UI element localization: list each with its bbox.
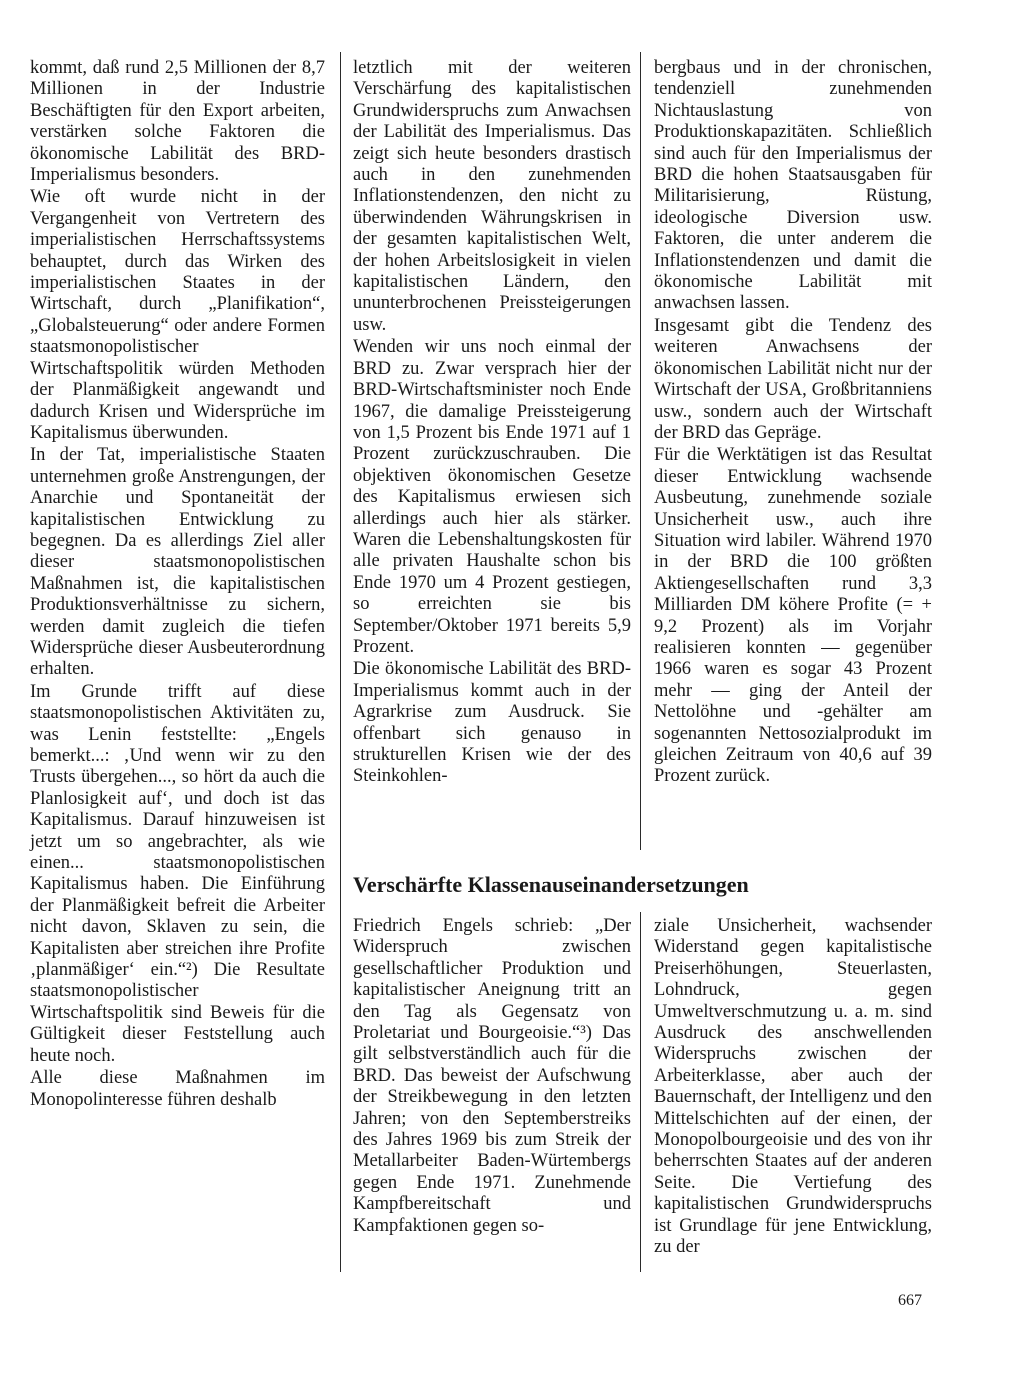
paragraph: Alle diese Maßnahmen im Monopolinteresse führen deshalb (30, 1068, 325, 1110)
paragraph: Friedrich Engels schrieb: „Der Widerspruch zwischen gesellschaftlicher Produktion und kapitalistischer Aneignung tritt an den Tag als Gegensatz von Proletariat und Bourgeoisie.“³) Das gilt selbstverständlich auch für die BRD. Das beweist der Aufschwung der Streikbewegung in den letzten Jahren; von den Septemberstreiks des Jahres 1969 bis zum Streik der Metallarbeiter Baden-Würtembergs gegen Ende 1971. Zunehmende Kampfbereitschaft und Kampfaktionen gegen so- (353, 916, 631, 1236)
text-column-5 (654, 916, 932, 1260)
paragraph: In der Tat, imperialistische Staaten unternehmen große Anstrengungen, der Anarchie und Spontaneität der kapitalistischen Entwicklung zu begegnen. Da es allerdings Ziel aller dieser staatsmonopolistischen Maßnahmen ist, die kapitalistischen Produktionsverhältnisse zu sichern, werden damit zugleich die tiefen Widersprüche dieser Ausbeuterordnung erhalten. (30, 445, 325, 680)
paragraph: Im Grunde trifft auf diese staatsmonopolistischen Aktivitäten zu, was Lenin feststellte: „Engels bemerkt...: ‚Und wenn wir zu den Trusts übergehen..., so hört da auch die Planlosigkeit auf‘, und doch ist das Kapitalismus. Darauf hinzuweisen ist jetzt um so angebrachter, als wie einen... staatsmonopolistischen Kapitalismus haben. Die Einführung der Planmäßigkeit befreit die Arbeiter nicht davon, Sklaven zu sein, die Kapitalisten aber streichen ihre Profite ‚planmäßiger‘ ein.“²) Die Resultate staatsmonopolistischer Wirtschaftspolitik sind Beweis für die Gültigkeit dieser Feststellung auch heute noch. (30, 681, 325, 1066)
column-rule (340, 52, 341, 1272)
column-rule (640, 52, 641, 850)
paragraph: Insgesamt gibt die Tendenz des weiteren Anwachsens der ökonomischen Labilität nicht nur der Wirtschaft der USA, Großbritanniens usw., sondern auch der Wirtschaft der BRD das Gepräge. (654, 315, 932, 443)
text-column-3 (654, 58, 932, 789)
text-column-4 (353, 916, 631, 1238)
paragraph: Für die Werktätigen ist das Resultat dieser Entwicklung wachsende Ausbeutung, zunehmende soziale Unsicherheit usw., auch ihre Situation wird labiler. Während 1970 in der BRD die 100 größten Aktiengesellschaften rund 3,3 Milliarden DM köhere Profite (= + 9,2 Prozent) als im Vorjahr realisieren konnten — gegenüber 1966 waren es sogar 43 Prozent mehr — ging der Anteil der Nettolöhne und -gehälter am sogenannten Nettosozialprodukt im gleichen Zeitraum von 40,6 auf 39 Prozent zurück. (654, 445, 932, 787)
paragraph: Die ökonomische Labilität des BRD-Imperialismus kommt auch in der Agrarkrise zum Ausdruck. Sie offenbart sich genauso in strukturellen Krisen wie der des Steinkohlen- (353, 659, 631, 787)
text-column-2 (353, 58, 631, 789)
section-heading: Verschärfte Klassenauseinandersetzungen (353, 872, 749, 897)
paragraph: bergbaus und in der chronischen, tendenziell zunehmenden Nichtauslastung von Produktionskapazitäten. Schließlich sind auch für den Imperialismus der BRD die hohen Staatsausgaben für Militarisierung, Rüstung, ideologische Diversion usw. Faktoren, die unter anderem die Inflationstendenzen und damit die ökonomische Labilität mit anwachsen lassen. (654, 58, 932, 314)
paragraph: Wie oft wurde nicht in der Vergangenheit von Vertretern des imperialistischen Herrschaftssystems behauptet, durch das Wirken des imperialistischen Staates in der Wirtschaft, durch „Planifikation“, „Globalsteuerung“ oder andere Formen staatsmonopolistischer Wirtschaftspolitik würden Methoden der Planmäßigkeit angewandt und dadurch Krisen und Widersprüche im Kapitalismus überwunden. (30, 187, 325, 443)
column-rule (640, 912, 641, 1272)
text-column-1 (30, 58, 325, 1112)
paragraph: Wenden wir uns noch einmal der BRD zu. Zwar versprach hier der BRD-Wirtschaftsminister noch Ende 1967, die damalige Preissteigerung von 1,5 Prozent bis Ende 1971 auf 1 Prozent zurückzuschrauben. Die objektiven ökonomischen Gesetze des Kapitalismus erwiesen sich allerdings auch hier als stärker. Waren die Lebenshaltungskosten für alle privaten Haushalte schon bis Ende 1970 um 4 Prozent gestiegen, so erreichten sie bis September/Oktober 1971 bereits 5,9 Prozent. (353, 337, 631, 657)
page-number: 667 (898, 1292, 922, 1309)
paragraph: ziale Unsicherheit, wachsender Widerstand gegen kapitalistische Preiserhöhungen, Steuerlasten, Lohndruck, gegen Umweltverschmutzung u. a. m. sind Ausdruck des anschwellenden Widerspruchs zwischen der Arbeiterklasse, aber auch der Bauernschaft, der Intelligenz und den Mittelschichten auf der einen, der Monopolbourgeoisie und des von ihr beherrschten Staates auf der anderen Seite. Die Vertiefung des kapitalistischen Grundwiderspruchs ist Grundlage für jene Entwicklung, zu der (654, 916, 932, 1258)
paragraph: letztlich mit der weiteren Verschärfung des kapitalistischen Grundwiderspruchs zum Anwachsen der Labilität des Imperialismus. Das zeigt sich heute besonders drastisch auch in den zunehmenden Inflationstendenzen, den nicht zu überwindenden Währungskrisen in der gesamten kapitalistischen Welt, der hohen Arbeitslosigkeit in vielen kapitalistischen Ländern, den ununterbrochenen Preissteigerungen usw. (353, 58, 631, 335)
paragraph: kommt, daß rund 2,5 Millionen der 8,7 Millionen in der Industrie Beschäftigten für den Export arbeiten, verstärken solche Faktoren die ökonomische Labilität des BRD-Imperialismus besonders. (30, 58, 325, 186)
